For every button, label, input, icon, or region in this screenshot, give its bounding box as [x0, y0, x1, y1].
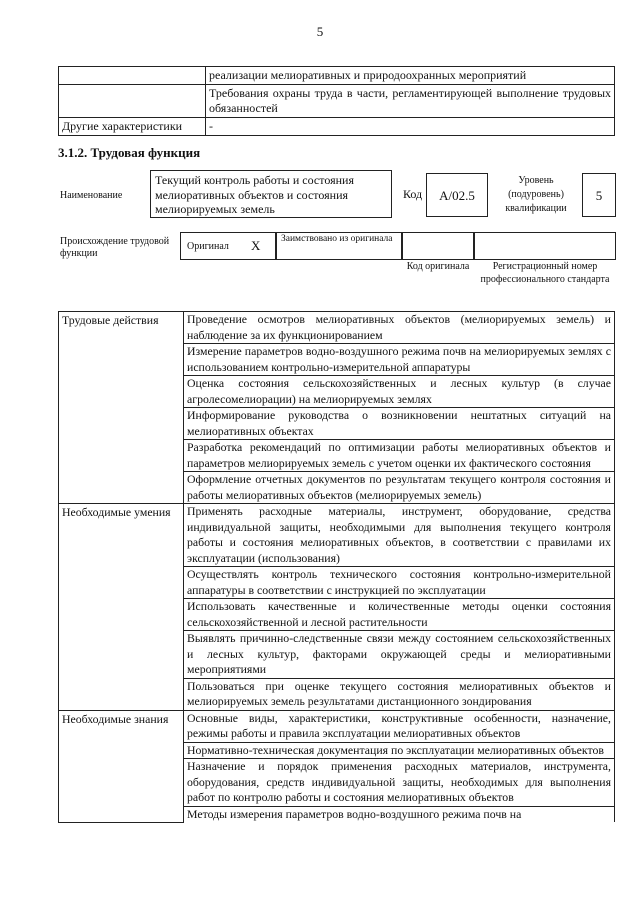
table-cell: -: [206, 118, 615, 136]
table-cell: Информирование руководства о возникновении нештатных ситуаций на мелиоративных объектах: [184, 408, 615, 440]
level-value-box: 5: [582, 173, 616, 217]
row-header-knowledge: Необходимые знания: [59, 710, 184, 822]
function-code-box: А/02.5: [426, 173, 488, 217]
table-cell: Требования охраны труда в части, регламентирующей выполнение трудовых обязанностей: [206, 85, 615, 118]
section-title: 3.1.2. Трудовая функция: [58, 145, 201, 160]
table-row: [59, 85, 615, 118]
table-cell: реализации мелиоративных и природоохранных мероприятий: [206, 67, 615, 85]
origin-code-cell: [402, 232, 474, 260]
table-cell: Проведение осмотров мелиоративных объектов (мелиорируемых земель) и наблюдение за их функционированием: [184, 312, 615, 344]
table-cell: Выявлять причинно-следственные связи между состоянием сельскохозяйственных и лесных культур, факторами окружающей среды и мелиоративными мероприятиями: [184, 631, 615, 679]
table-cell: Разработка рекомендаций по оптимизации работы мелиоративных объектов и параметров мелиорируемых земель с учетом оценки их фактического состояния: [184, 440, 615, 472]
table-cell: Применять расходные материалы, инструмент, оборудование, средства индивидуальной защиты, необходимыми для выполнения текущего контроля работы и состояния мелиоративных объектов, в соответствии с правилами их эксплуатации (использования): [184, 504, 615, 567]
table-row: [59, 118, 615, 136]
table-row: [59, 67, 615, 85]
table-cell: Оформление отчетных документов по результатам текущего контроля состояния и работы мелиоративных объектов (мелиорируемых земель): [184, 472, 615, 504]
row-header-skills: Необходимые умения: [59, 504, 184, 711]
table-cell: Пользоваться при оценке текущего состояния мелиоративных объектов и мелиорируемых земель результатами дистанционного зондирования: [184, 678, 615, 710]
code-label: Код: [403, 187, 423, 201]
row-header-actions: Трудовые действия: [59, 312, 184, 504]
table-cell: [59, 85, 206, 118]
table-cell: [59, 67, 206, 85]
continuation-table: [58, 66, 615, 136]
table-cell: Другие характеристики: [59, 118, 206, 136]
level-label: Уровень (подуровень) квалификации: [505, 175, 567, 214]
table-cell: Назначение и порядок применения расходных материалов, инструмента, оборудования, средств индивидуальной защиты, необходимых для выполнения работ по контролю работы и состояния мелиоративных объектов: [184, 759, 615, 807]
reg-caption: Регистрационный номер профессионального стандарта: [480, 261, 610, 285]
borrowed-label: Заимствовано из оригинала: [281, 234, 393, 244]
function-name-box: Текущий контроль работы и состояния мелиоративных объектов и состояния мелиорируемых земель: [150, 170, 392, 218]
name-label: Наименование: [60, 190, 123, 201]
page-number: 5: [316, 24, 324, 39]
table-cell: Оценка состояния сельскохозяйственных и лесных культур (в случае агролесомелиорации) на мелиорируемых землях: [184, 376, 615, 408]
code-caption: Код оригинала: [406, 261, 470, 272]
table-cell: Осуществлять контроль технического состояния контрольно-измерительной аппаратуры в соответствии с инструкцией по эксплуатации: [184, 567, 615, 599]
table-cell: Методы измерения параметров водно-воздушного режима почв на: [184, 806, 615, 822]
borrowed-cell: [276, 232, 402, 260]
table-cell: Использовать качественные и количественные методы оценки состояния сельскохозяйственной и лесной растительности: [184, 599, 615, 631]
reg-number-cell: [474, 232, 616, 260]
original-label: Оригинал: [187, 241, 229, 252]
table-row: [59, 312, 615, 344]
table-row: [59, 710, 615, 742]
table-cell: Основные виды, характеристики, конструктивные особенности, назначение, режимы работы и правила эксплуатации мелиоративных объектов: [184, 710, 615, 742]
table-cell: Нормативно-техническая документация по эксплуатации мелиоративных объектов: [184, 742, 615, 759]
origin-label: Происхождение трудовой функции: [60, 236, 170, 259]
labor-function-table: [58, 311, 615, 823]
table-cell: Измерение параметров водно-воздушного режима почв на мелиорируемых землях с использованием контрольно-измерительной аппаратуры: [184, 344, 615, 376]
table-row: [59, 504, 615, 567]
original-cell: [180, 232, 276, 260]
original-mark: X: [251, 238, 261, 253]
